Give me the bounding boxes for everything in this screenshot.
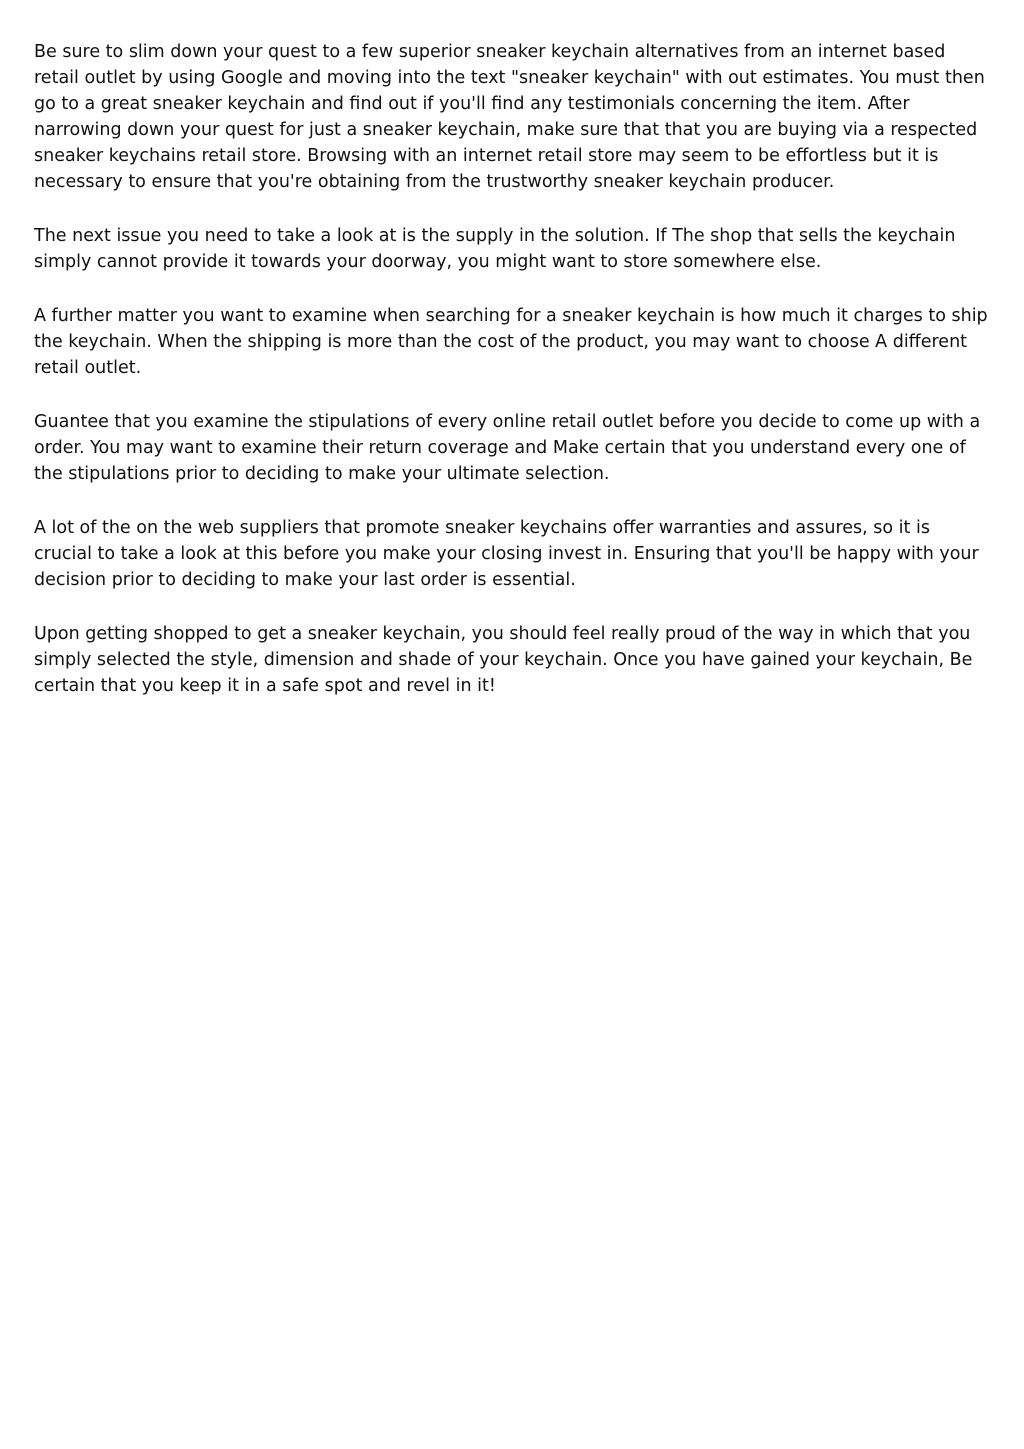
paragraph-1: Be sure to slim down your quest to a few superior sneaker keychain alternatives from an internet based retail outlet by using Google and moving into the text "sneaker keychain" with out estimates. You must then go to a great sneaker keychain and find out if you'll find any testimonials concerning the item. After narrowing down your quest for just a sneaker keychain, make sure that that you are buying via a respected sneaker keychains retail store. Browsing with an internet retail store may seem to be effortless but it is necessary to ensure that you're obtaining from the trustworthy sneaker keychain producer. <box>34 42 985 192</box>
paragraph-5: A lot of the on the web suppliers that promote sneaker keychains offer warranties and assures, so it is crucial to take a look at this before you make your closing invest in. Ensuring that you'll be happy with your decision prior to deciding to make your last order is essential. <box>34 518 979 590</box>
paragraph-4: Guantee that you examine the stipulations of every online retail outlet before you decide to come up with a order. You may want to examine their return coverage and Make certain that you understand every one of the stipulations prior to deciding to make your ultimate selection. <box>34 412 981 484</box>
paragraph-3: A further matter you want to examine when searching for a sneaker keychain is how much it charges to ship the keychain. When the shipping is more than the cost of the product, you may want to choose A different retail outlet. <box>34 306 988 378</box>
paragraph-6: Upon getting shopped to get a sneaker keychain, you should feel really proud of the way in which that you simply selected the style, dimension and shade of your keychain. Once you have gained your keychain, Be certain that you keep it in a safe spot and revel in it! <box>34 624 973 696</box>
paragraph-2: The next issue you need to take a look at is the supply in the solution. If The shop that sells the keychain simply cannot provide it towards your doorway, you might want to store somewhere else. <box>34 226 956 272</box>
